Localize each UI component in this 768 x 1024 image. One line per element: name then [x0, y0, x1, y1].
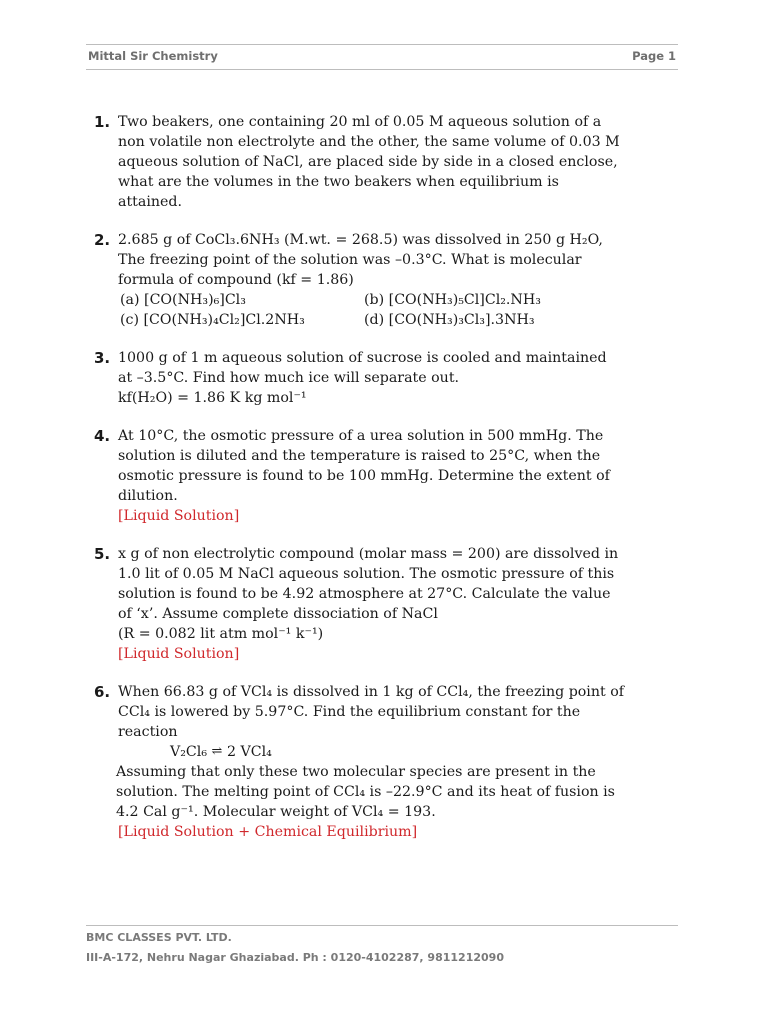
question-text: 1000 g of 1 m aqueous solution of sucrose is cooled and maintained at –3.5°C. Find how much ice will separate out. kf(H₂O) = 1.86 K kg mol⁻¹ — [118, 350, 607, 406]
footer-company: BMC CLASSES PVT. LTD. — [86, 931, 232, 944]
options — [120, 290, 678, 330]
question-text: At 10°C, the osmotic pressure of a urea solution in 500 mmHg. The solution is diluted and the temperature is raised to 25°C, when the osmotic pressure is found to be 100 mmHg. Determine the extent of dilution. — [118, 428, 610, 504]
option-c: (c) [CO(NH₃)₄Cl₂]Cl.2NH₃ — [120, 312, 305, 328]
reactant: V₂Cl₆ — [170, 744, 208, 760]
question-2 — [0, 230, 678, 330]
question-number: 5. — [94, 545, 111, 563]
equilibrium-arrow-icon: ⇌ — [211, 744, 223, 759]
question-text: When 66.83 g of VCl₄ is dissolved in 1 kg of CCl₄, the freezing point of CCl₄ is lowered by 5.97°C. Find the equilibrium constant for the reaction — [118, 684, 624, 740]
question-3 — [0, 348, 678, 408]
question-number: 1. — [94, 113, 111, 131]
page-number: Page 1 — [632, 49, 676, 63]
topic-tag: [Liquid Solution] — [118, 508, 240, 524]
question-1 — [0, 112, 678, 212]
question-text: Two beakers, one containing 20 ml of 0.05 M aqueous solution of a non volatile non electrolyte and the other, the same volume of 0.03 M aqueous solution of NaCl, are placed side by side in a closed enclose, what are the volumes in the two beakers when equilibrium is attained. — [118, 114, 620, 210]
option-a: (a) [CO(NH₃)₆]Cl₃ — [120, 292, 246, 308]
option-d: (d) [CO(NH₃)₃Cl₃].3NH₃ — [364, 312, 535, 328]
topic-tag: [Liquid Solution] — [118, 646, 240, 662]
question-list — [0, 112, 768, 860]
question-6 — [0, 682, 678, 842]
option-b: (b) [CO(NH₃)₅Cl]Cl₂.NH₃ — [364, 292, 541, 308]
product: 2 VCl₄ — [226, 744, 272, 760]
question-text-continued: Assuming that only these two molecular species are present in the solution. The melting point of CCl₄ is –22.9°C and its heat of fusion is 4.2 Cal g⁻¹. Molecular weight of VCl₄ = 193. — [116, 764, 615, 820]
reaction-equation — [118, 742, 678, 762]
question-number: 3. — [94, 349, 111, 367]
question-number: 6. — [94, 683, 111, 701]
question-text: 2.685 g of CoCl₃.6NH₃ (M.wt. = 268.5) was dissolved in 250 g H₂O, The freezing point of the solution was –0.3°C. What is molecular formula of compound (kf = 1.86) — [118, 232, 603, 288]
footer-address: III-A-172, Nehru Nagar Ghaziabad. Ph : 0120-4102287, 9811212090 — [86, 951, 504, 964]
page-footer — [86, 925, 678, 968]
topic-tag: [Liquid Solution + Chemical Equilibrium] — [118, 824, 418, 840]
question-4 — [0, 426, 678, 526]
header-title: Mittal Sir Chemistry — [88, 49, 218, 63]
page-header — [86, 44, 678, 70]
question-number: 4. — [94, 427, 111, 445]
question-number: 2. — [94, 231, 111, 249]
question-text: x g of non electrolytic compound (molar mass = 200) are dissolved in 1.0 lit of 0.05 M NaCl aqueous solution. The osmotic pressure of this solution is found to be 4.92 atmosphere at 27°C. Calculate the value of ‘x’. Assume complete dissociation of NaCl (R = 0.082 lit atm mol⁻¹ k⁻¹) — [118, 546, 619, 642]
question-5 — [0, 544, 678, 664]
